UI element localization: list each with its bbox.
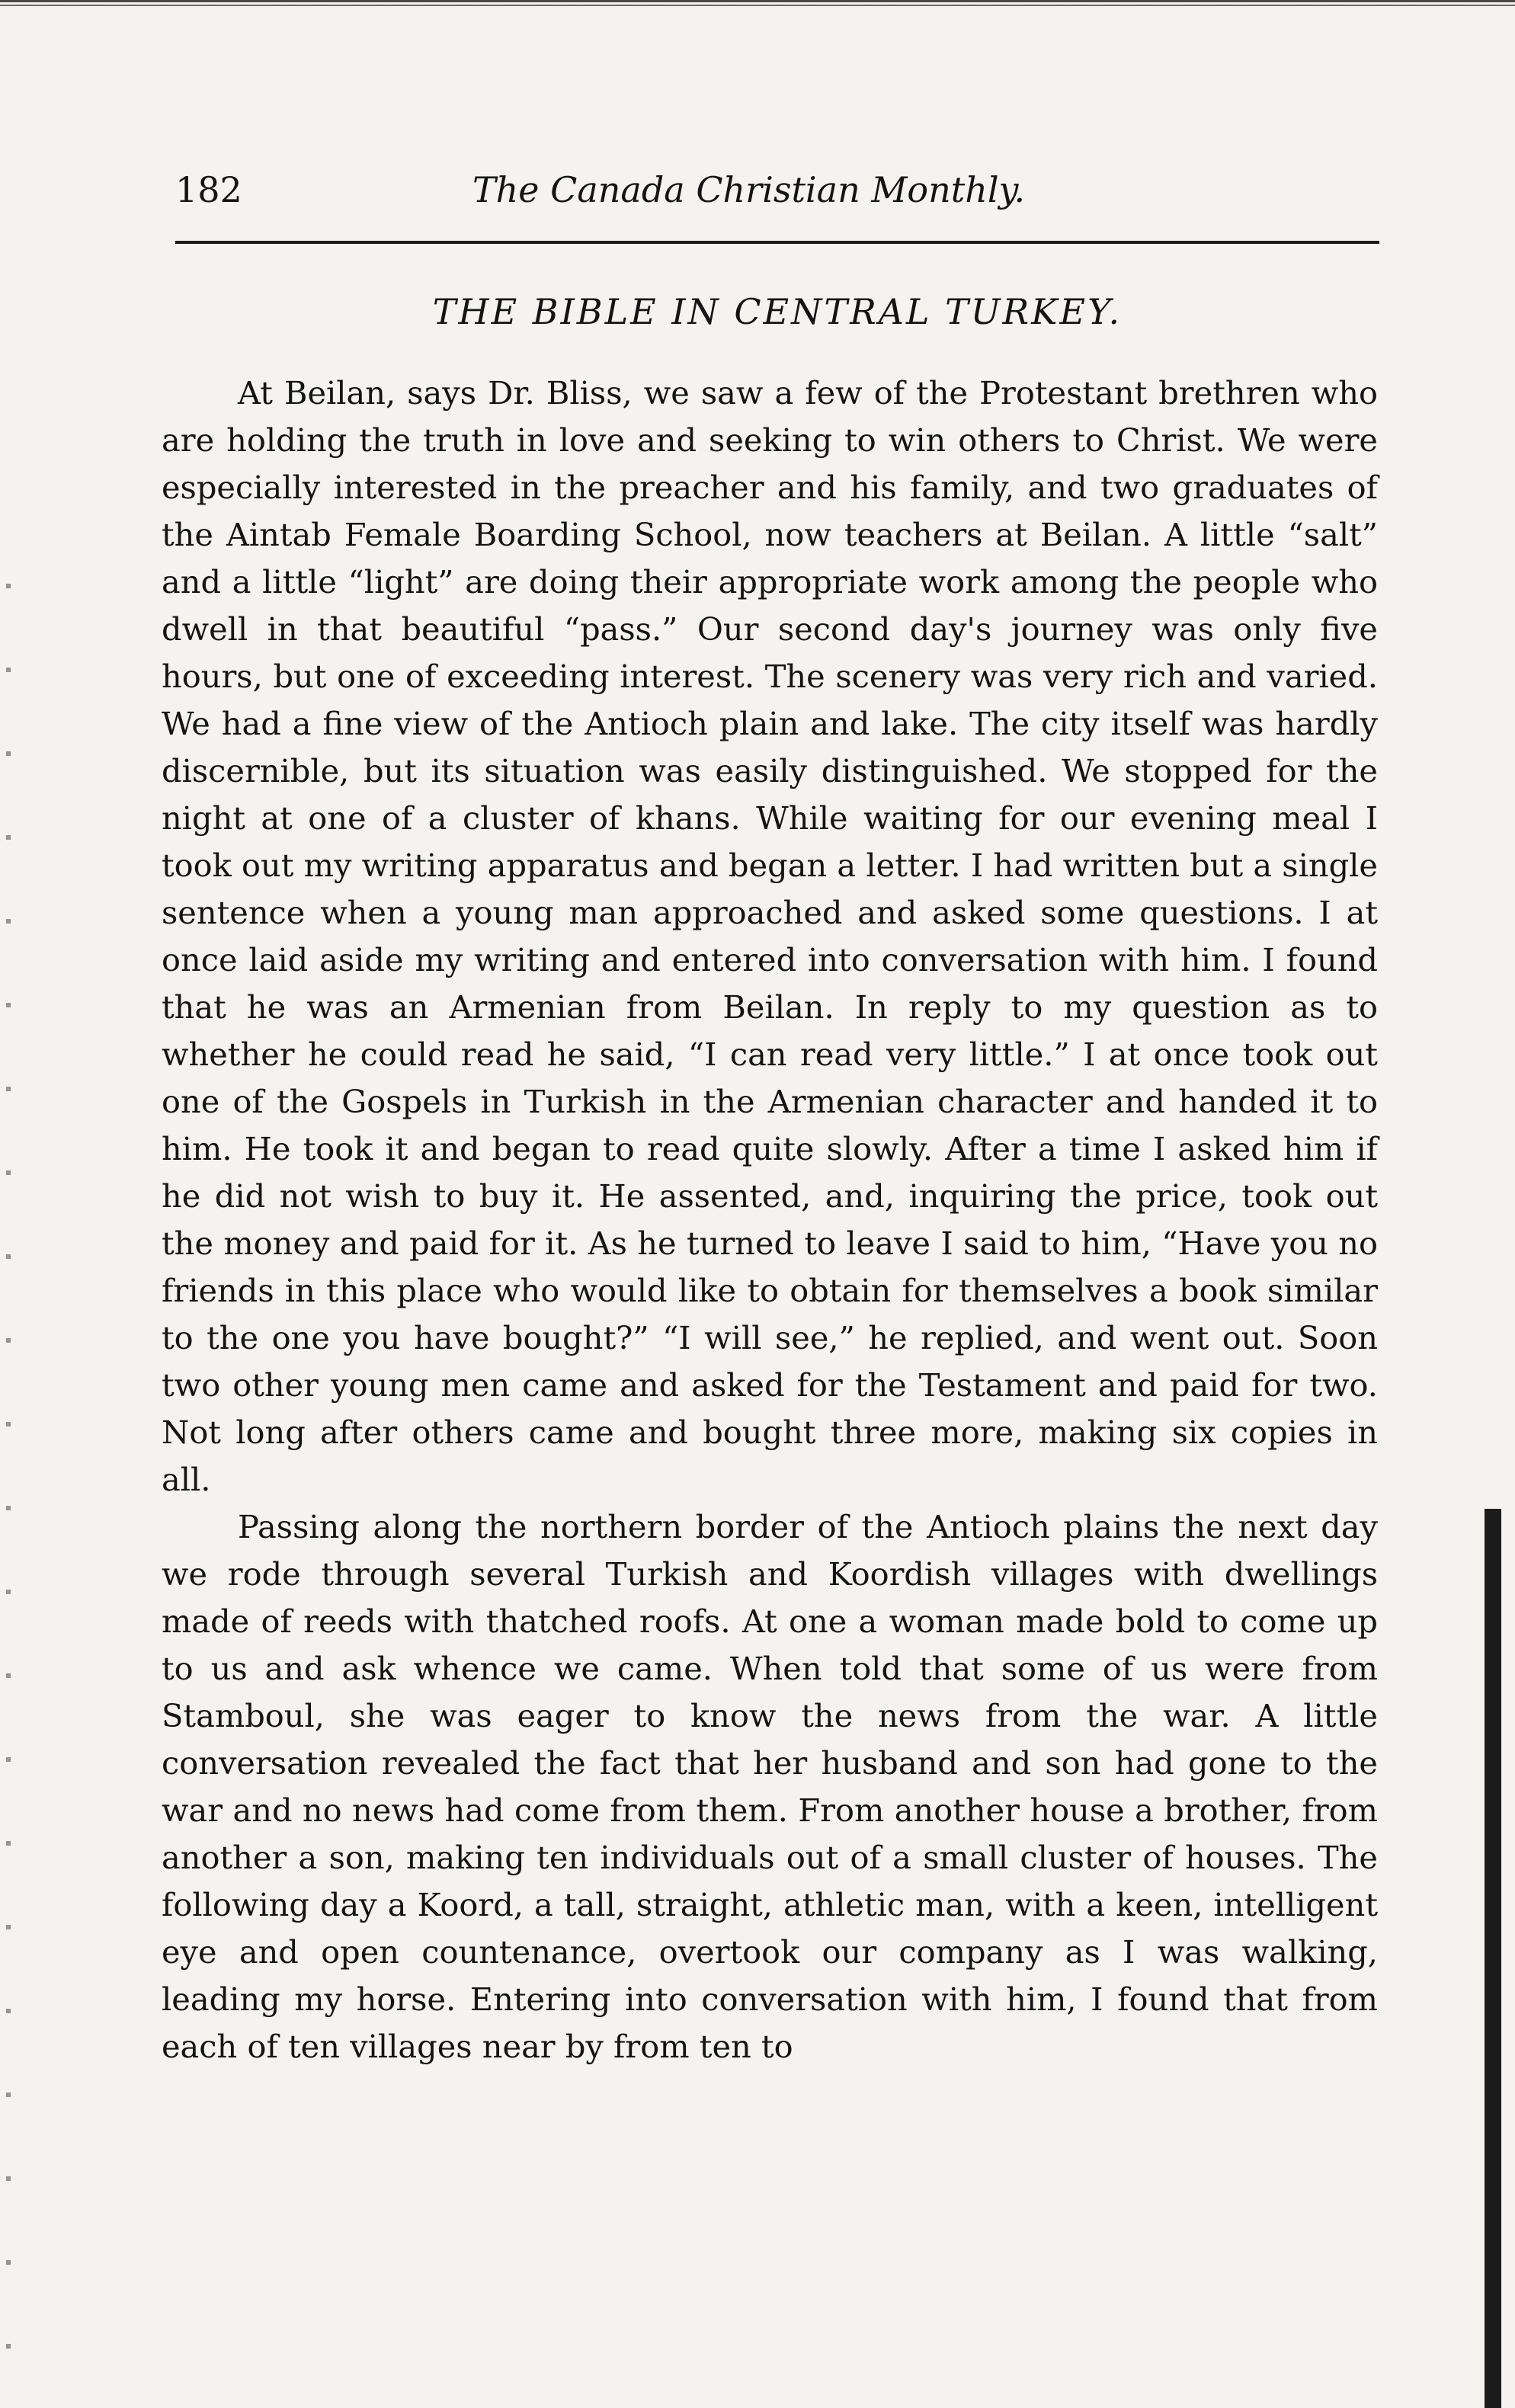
header-rule xyxy=(175,241,1379,244)
page-top-edge xyxy=(0,0,1515,11)
paragraph: At Beilan, says Dr. Bliss, we saw a few of the Protestant brethren who are holding the truth in love and seeking to win others to Christ. We were especially interested in the preacher and his family, and two graduates of the Aintab Female Boarding School, now teachers at Beilan. A little “salt” and a little “light” are doing their appropriate work among the people who dwell in that beautiful “pass.” Our second day's journey was only five hours, but one of exceeding interest. The scenery was very rich and varied. We had a fine view of the Antioch plain and lake. The city itself was hardly discernible, but its situation was easily distinguished. We stopped for the night at one of a cluster of khans. While waiting for our evening meal I took out my writing apparatus and began a letter. I had written but a single sentence when a young man approached and asked some questions. I at once laid aside my writing and entered into conversation with him. I found that he was an Armenian from Beilan. In reply to my question as to whether he could read he said, “I can read very little.” I at once took out one of the Gospels in Turkish in the Armenian character and handed it to him. He took it and began to read quite slowly. After a time I asked him if he did not wish to buy it. He assented, and, inquiring the price, took out the money and paid for it. As he turned to leave I said to him, “Have you no friends in this place who would like to obtain for themselves a book similar to the one you have bought?” “I will see,” he replied, and went out. Soon two other young men came and asked for the Testament and paid for two. Not long after others came and bought three more, making six copies in all. xyxy=(162,374,1378,1498)
binding-edge-shadow xyxy=(1485,1509,1501,2408)
margin-specks xyxy=(6,549,11,2378)
article-body xyxy=(162,370,1378,2070)
page-number: 182 xyxy=(175,169,242,210)
running-head: The Canada Christian Monthly. xyxy=(472,169,1026,210)
paragraph: Passing along the northern border of the Antioch plains the next day we rode through several Turkish and Koordish villages with dwellings made of reeds with thatched roofs. At one a woman made bold to come up to us and ask whence we came. When told that some of us were from Stamboul, she was eager to know the news from the war. A little conversation revealed the fact that her husband and son had gone to the war and no news had come from them. From another house a brother, from another a son, making ten individuals out of a small cluster of houses. The following day a Koord, a tall, straight, athletic man, with a keen, intelligent eye and open countenance, overtook our company as I was walking, leading my horse. Entering into conversation with him, I found that from each of ten villages near by from ten to xyxy=(162,1508,1378,2065)
page-header xyxy=(175,169,1379,230)
article-title: THE BIBLE IN CENTRAL TURKEY. xyxy=(432,291,1123,332)
